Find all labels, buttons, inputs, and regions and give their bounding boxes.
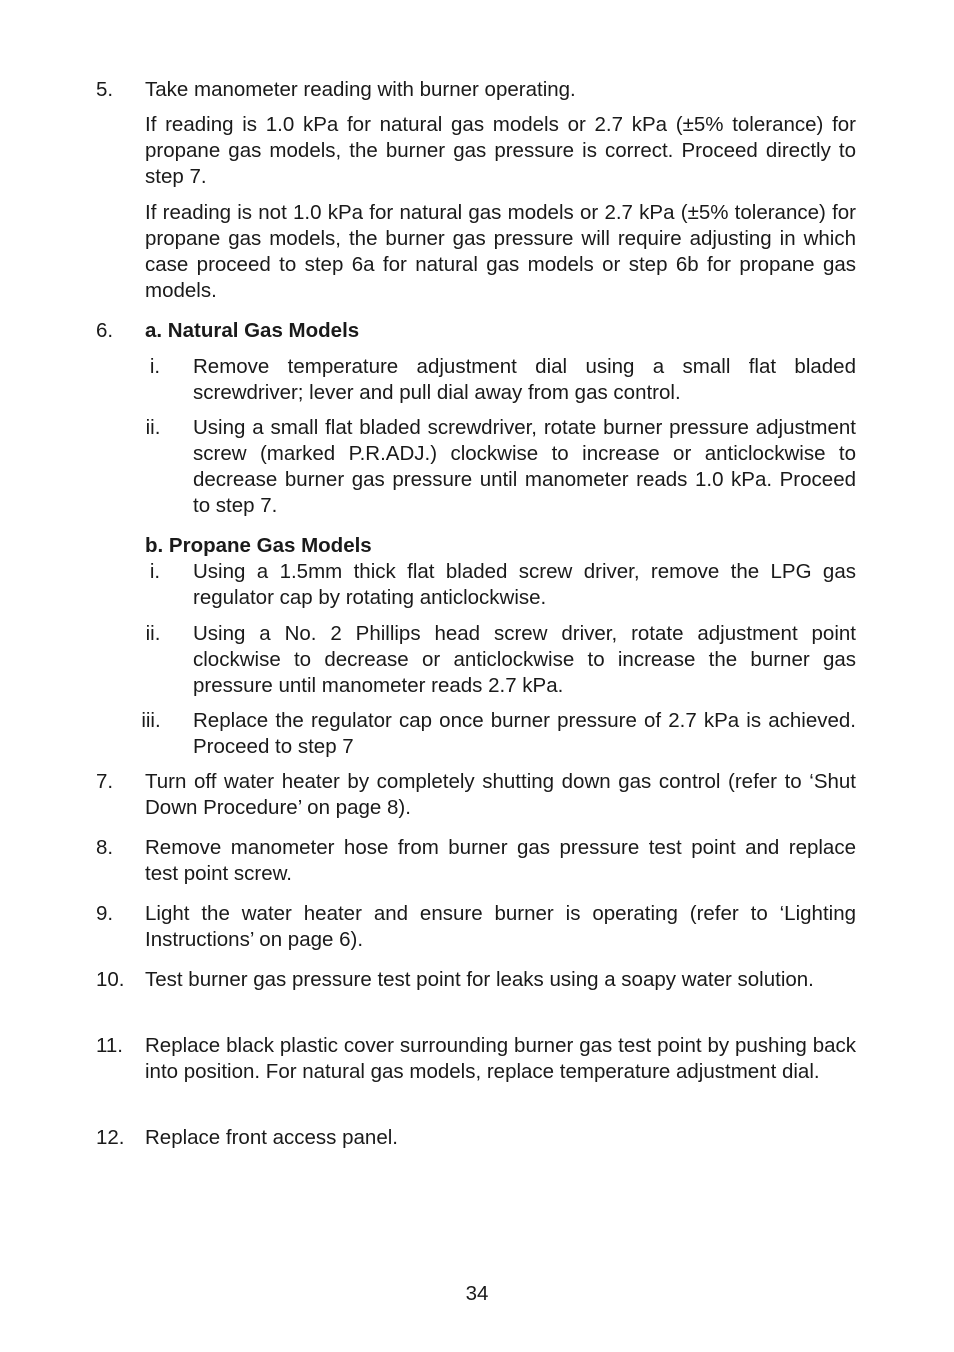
natural-step-ii-text: Using a small flat bladed screwdriver, rotate burner pressure adjustment screw (marked P.R.ADJ.) clockwise to increase or anticlockwise to decrease burner gas pressure until manometer reads 1.0 kPa. Proceed to step 7. [193,416,856,517]
page-number: 34 [465,1282,489,1305]
step-11-text: Replace black plastic cover surrounding burner gas test point by pushing back into position. For natural gas models, replace temperature adjustment dial. [145,1034,856,1083]
natural-gas-heading: a. Natural Gas Models [145,319,360,342]
step-5-text: Take manometer reading with burner operating. [145,78,576,101]
natural-step-ii-marker: ii. [145,416,161,439]
step-8-number: 8. [96,836,114,859]
step-5-paragraph-correct: If reading is 1.0 kPa for natural gas models or 2.7 kPa (±5% tolerance) for propane gas models, the burner gas pressure is correct. Proceed directly to step 7. [145,113,856,188]
step-7-text: Turn off water heater by completely shutting down gas control (refer to ‘Shut Down Procedure’ on page 8). [145,770,856,819]
natural-step-i-marker: i. [149,355,161,378]
step-10-text: Test burner gas pressure test point for leaks using a soapy water solution. [145,968,814,991]
step-9-text: Light the water heater and ensure burner is operating (refer to ‘Lighting Instructions’ on page 6). [145,902,856,951]
propane-step-i-text: Using a 1.5mm thick flat bladed screw driver, remove the LPG gas regulator cap by rotating anticlockwise. [193,560,856,609]
step-10-number: 10. [96,968,125,991]
step-8-text: Remove manometer hose from burner gas pressure test point and replace test point screw. [145,836,856,885]
propane-step-iii-text: Replace the regulator cap once burner pressure of 2.7 kPa is achieved. Proceed to step 7 [193,709,856,758]
propane-step-iii-marker: iii. [141,709,161,732]
propane-step-ii-text: Using a No. 2 Phillips head screw driver, rotate adjustment point clockwise to decrease or anticlockwise to increase the burner gas pressure until manometer reads 2.7 kPa. [193,622,856,697]
propane-step-ii-marker: ii. [145,622,161,645]
step-12-number: 12. [96,1126,125,1149]
step-9-number: 9. [96,902,114,925]
step-5-paragraph-adjust: If reading is not 1.0 kPa for natural gas models or 2.7 kPa (±5% tolerance) for propane gas models, the burner gas pressure will require adjusting in which case proceed to step 6a for natural gas models or step 6b for propane gas models. [145,201,856,302]
step-6-number: 6. [96,319,114,342]
propane-step-i-marker: i. [149,560,161,583]
step-11-number: 11. [96,1034,123,1057]
propane-gas-heading: b. Propane Gas Models [145,534,372,557]
natural-step-i-text: Remove temperature adjustment dial using a small flat bladed screwdriver; lever and pull dial away from gas control. [193,355,856,404]
step-12-text: Replace front access panel. [145,1126,398,1149]
step-7-number: 7. [96,770,114,793]
step-5-number: 5. [96,78,114,101]
